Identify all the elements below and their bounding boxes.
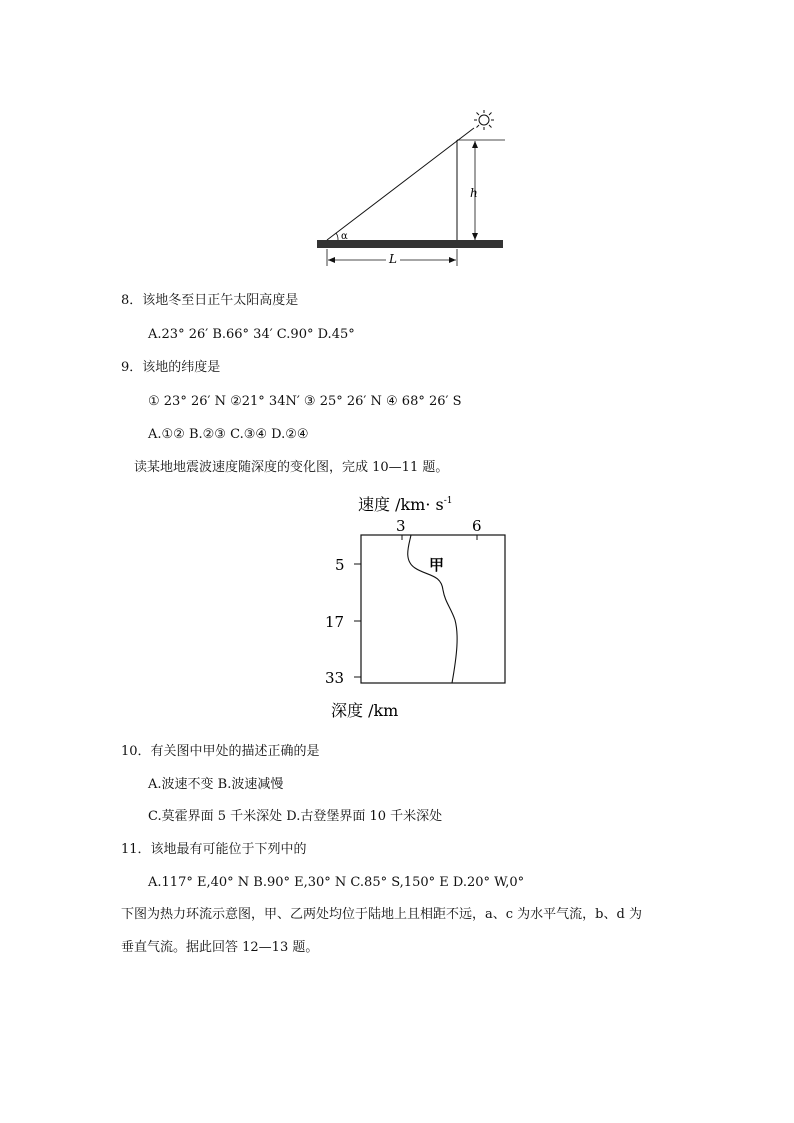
intro-10-11: 读某地地震波速度随深度的变化图，完成 10—11 题。 — [134, 460, 449, 475]
x-tick-3: 3 — [396, 517, 406, 535]
q9-stem: 9．该地的纬度是 — [121, 360, 221, 375]
y-tick-17: 17 — [325, 613, 345, 631]
q11-stem: 11．该地最有可能位于下列中的 — [121, 842, 307, 857]
L-label: L — [389, 252, 397, 266]
q8-options: A.23° 26′ B.66° 34′ C.90° D.45° — [148, 327, 355, 342]
sun-angle-diagram — [300, 100, 520, 275]
alpha-label: α — [341, 231, 348, 242]
speed-axis-label: 速度 $/km\cdot s^{-1}$ — [358, 495, 453, 514]
depth-axis-label: 深度 /km — [331, 701, 399, 720]
sun-ray — [327, 128, 474, 240]
seismic-speed-depth-chart — [325, 490, 515, 725]
alpha-arc — [336, 233, 338, 240]
q10-stem: 10．有关图中甲处的描述正确的是 — [121, 744, 320, 759]
q8-stem: 8．该地冬至日正午太阳高度是 — [121, 293, 299, 308]
q11-options: A.117° E,40° N B.90° E,30° N C.85° S,150° E D.20° W,0° — [148, 875, 525, 890]
q9-items: ① 23° 26′ N ②21° 34N′ ③ 25° 26′ N ④ 68° 26′ S — [148, 394, 462, 409]
q10-options-ab: A.波速不变 B.波速减慢 — [148, 777, 284, 792]
sun-icon — [474, 110, 494, 130]
curve-label-jia: 甲 — [429, 556, 445, 574]
q10-options-cd: C.莫霍界面 5 千米深处 D.古登堡界面 10 千米深处 — [148, 809, 443, 824]
h-label: h — [470, 186, 478, 200]
y-tick-33: 33 — [325, 669, 345, 687]
q9-options: A.①② B.②③ C.③④ D.②④ — [148, 427, 309, 442]
x-tick-6: 6 — [472, 517, 482, 535]
intro-12-13-line2: 垂直气流。据此回答 12—13 题。 — [121, 940, 319, 955]
y-tick-5: 5 — [335, 556, 345, 574]
intro-12-13-line1: 下图为热力环流示意图，甲、乙两处均位于陆地上且相距不远，a、c 为水平气流，b、d 为 — [121, 907, 642, 922]
